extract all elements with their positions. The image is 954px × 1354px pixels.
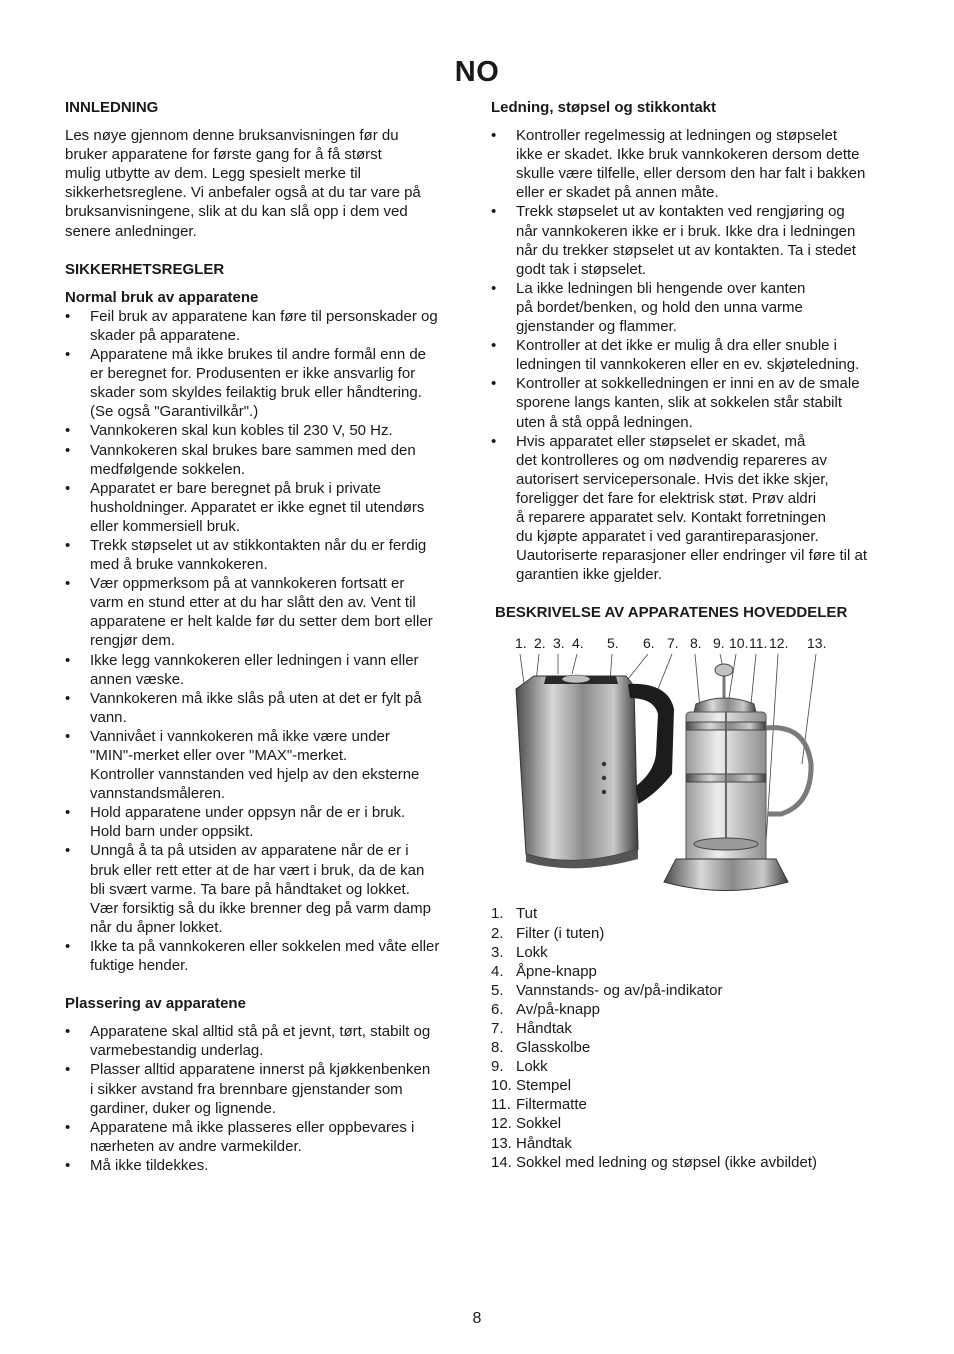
list-item xyxy=(491,1134,896,1153)
list-item xyxy=(491,1095,896,1114)
list-item xyxy=(491,1038,896,1057)
page-number: 8 xyxy=(472,1310,482,1327)
kettle xyxy=(516,675,674,868)
list-item: • Må ikke tildekkes. xyxy=(65,1156,465,1175)
part-label: Sokkel med ledning og støpsel (ikke avbildet) xyxy=(516,1153,817,1171)
right-column xyxy=(491,98,896,1172)
list-item: • Apparatene skal alltid stå på et jevnt, tørt, stabilt og varmebestandig underlag. xyxy=(65,1022,465,1060)
part-label: Sokkel xyxy=(516,1115,562,1133)
callout-label: 13. xyxy=(807,635,827,652)
part-number: 14. xyxy=(491,1153,512,1171)
parts-heading: BESKRIVELSE AV APPARATENES HOVEDDELER xyxy=(495,604,848,622)
list-item: • Vær oppmerksom på at vannkokeren fortsatt er varm en stund etter at du har slått den av. Vent til apparatene er helt kalde før du setter dem bort eller rengjør dem. xyxy=(65,574,465,650)
list-item xyxy=(491,981,896,1000)
callout-label: 3. xyxy=(553,635,565,652)
list-item xyxy=(491,1000,896,1019)
part-label: Håndtak xyxy=(516,1134,572,1152)
list-item: • Kontroller at det ikke er mulig å dra eller snuble i ledningen til vannkokeren eller en ev. skjøteledning. xyxy=(491,336,896,374)
intro-heading: INNLEDNING xyxy=(65,99,159,116)
list-item xyxy=(491,1114,896,1133)
list-item: • Feil bruk av apparatene kan føre til personskader og skader på apparatene. xyxy=(65,307,465,345)
part-number: 9. xyxy=(491,1058,504,1076)
list-item xyxy=(491,904,896,923)
part-number: 5. xyxy=(491,981,504,999)
list-item: • Apparatet er bare beregnet på bruk i private husholdninger. Apparatet er ikke egnet til utendørs eller kommersiell bruk. xyxy=(65,479,465,536)
part-label: Åpne-knapp xyxy=(516,962,597,980)
cord-heading: Ledning, støpsel og stikkontakt xyxy=(491,99,717,116)
list-item: • Apparatene må ikke plasseres eller oppbevares i nærheten av andre varmekilder. xyxy=(65,1118,465,1156)
placement-list xyxy=(65,1022,465,1175)
callout-label: 5. xyxy=(607,635,619,652)
callout-label: 12. xyxy=(769,635,789,652)
callout-label: 6. xyxy=(643,635,655,652)
french-press xyxy=(664,664,811,891)
callout-label: 8. xyxy=(690,635,702,652)
part-label: Filtermatte xyxy=(516,1096,587,1114)
callout-label: 7. xyxy=(667,635,679,652)
list-item: • Unngå å ta på utsiden av apparatene når de er i bruk eller rett etter at de har vært i bruk, da de kan bli svært varme. Ta bare på håndtaket og lokket. Vær forsiktig så du ikke brenner deg på varm damp når du åpner lokket. xyxy=(65,841,465,936)
intro-paragraph: Les nøye gjennom denne bruksanvisningen før du bruker apparatene for første gang for å få størst mulig utbytte av dem. Legg spesielt merke til sikkerhetsreglene. Vi anbefaler også at du tar vare på bruksanvisningene, slik at du kan slå opp i dem ved senere anledninger. xyxy=(65,127,421,240)
language-code-heading: NO xyxy=(454,56,500,88)
list-item: • La ikke ledningen bli hengende over kanten på bordet/benken, og hold den unna varme gjenstander og flammer. xyxy=(491,279,896,336)
callout-label: 4. xyxy=(572,635,584,652)
part-number: 2. xyxy=(491,924,504,942)
part-number: 1. xyxy=(491,905,504,923)
parts-list xyxy=(491,904,896,1171)
list-item: • Vannkokeren skal kun kobles til 230 V, 50 Hz. xyxy=(65,421,465,440)
list-item xyxy=(491,1153,896,1172)
callout-label: 11. xyxy=(749,635,768,652)
list-item: • Vannkokeren skal brukes bare sammen med den medfølgende sokkelen. xyxy=(65,441,465,479)
part-label: Stempel xyxy=(516,1077,572,1095)
part-number: 4. xyxy=(491,962,504,980)
list-item: • Kontroller at sokkelledningen er inni en av de smale sporene langs kanten, slik at sokkelen står stabilt uten å stå oppå ledningen. xyxy=(491,374,896,431)
list-item: • Plasser alltid apparatene innerst på kjøkkenbenken i sikker avstand fra brennbare gjenstander som gardiner, duker og lignende. xyxy=(65,1060,465,1117)
part-label: Av/på-knapp xyxy=(516,1000,600,1018)
part-number: 11. xyxy=(491,1096,511,1114)
cord-list xyxy=(491,126,896,584)
part-number: 6. xyxy=(491,1000,504,1018)
normal-use-list xyxy=(65,307,465,975)
kettle-and-press-illustration xyxy=(506,654,836,904)
part-label: Glasskolbe xyxy=(516,1039,591,1057)
part-number: 12. xyxy=(491,1115,512,1133)
part-label: Vannstands- og av/på-indikator xyxy=(516,981,723,999)
part-label: Tut xyxy=(516,905,538,923)
list-item: • Hvis apparatet eller støpselet er skadet, må det kontrolleres og om nødvendig repareres av autorisert servicepersonale. Hvis det ikke skjer, foreligger det fare for elektrisk støt. Prøv aldri å reparere apparatet selv. Kontakt forretningen du kjøpte apparatet i ved garantireparasjoner. Uautoriserte reparasjoner eller endringer vil føre til at garantien ikke gjelder. xyxy=(491,432,896,585)
list-item xyxy=(491,962,896,981)
list-item xyxy=(491,924,896,943)
callout-label: 1. xyxy=(515,635,527,652)
list-item: • Vannivået i vannkokeren må ikke være under "MIN"-merket eller over "MAX"-merket. Kontroller vannstanden ved hjelp av den eksterne vannstandsmåleren. xyxy=(65,727,465,803)
callout-label: 9. xyxy=(713,635,725,652)
product-figure xyxy=(491,634,896,904)
part-label: Filter (i tuten) xyxy=(516,924,605,942)
part-label: Lokk xyxy=(516,943,548,961)
normal-use-heading: Normal bruk av apparatene xyxy=(65,288,259,306)
list-item: • Ikke ta på vannkokeren eller sokkelen med våte eller fuktige hender. xyxy=(65,937,465,975)
part-label: Håndtak xyxy=(516,1020,572,1037)
list-item: • Trekk støpselet ut av stikkontakten når du er ferdig med å bruke vannkokeren. xyxy=(65,536,465,574)
list-item xyxy=(491,1019,896,1038)
safety-heading: SIKKERHETSREGLER xyxy=(65,260,225,278)
callout-label: 2. xyxy=(534,635,546,652)
placement-heading: Plassering av apparatene xyxy=(65,995,246,1013)
list-item: • Trekk støpselet ut av kontakten ved rengjøring og når vannkokeren ikke er i bruk. Ikke dra i ledningen når du trekker støpselet ut av kontakten. Ta i stedet godt tak i støpselet. xyxy=(491,202,896,278)
left-column xyxy=(65,98,465,1175)
callout-label: 10. xyxy=(729,635,749,652)
list-item: • Kontroller regelmessig at ledningen og støpselet ikke er skadet. Ikke bruk vannkokeren dersom dette skulle være tilfelle, eller dersom den har falt i bakken eller er skadet på annen måte. xyxy=(491,126,896,202)
list-item xyxy=(491,1057,896,1076)
part-label: Lokk xyxy=(516,1058,548,1076)
part-number: 13. xyxy=(491,1134,512,1152)
figure-callout-labels xyxy=(491,634,896,652)
list-item: • Vannkokeren må ikke slås på uten at det er fylt på vann. xyxy=(65,689,465,727)
part-number: 3. xyxy=(491,943,504,961)
list-item xyxy=(491,943,896,962)
list-item: • Apparatene må ikke brukes til andre formål enn de er beregnet for. Produsenten er ikke ansvarlig for skader som skyldes feilaktig bruk eller håndtering. (Se også "Garantivilkår".) xyxy=(65,345,465,421)
list-item: • Ikke legg vannkokeren eller ledningen i vann eller annen væske. xyxy=(65,651,465,689)
part-number: 7. xyxy=(491,1020,504,1037)
list-item: • Hold apparatene under oppsyn når de er i bruk. Hold barn under oppsikt. xyxy=(65,803,465,841)
list-item xyxy=(491,1076,896,1095)
part-number: 10. xyxy=(491,1077,512,1095)
part-number: 8. xyxy=(491,1039,504,1057)
